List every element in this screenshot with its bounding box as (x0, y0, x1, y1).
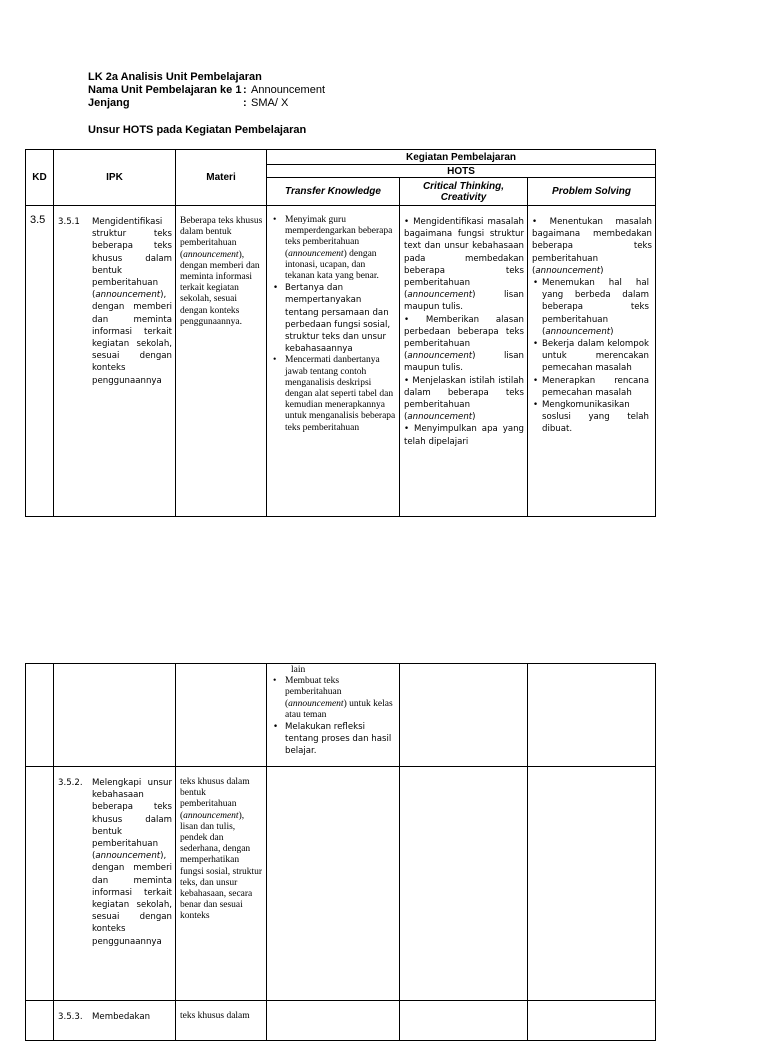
problem-cell (528, 1001, 656, 1041)
jenjang-colon: : (243, 97, 247, 109)
unit-colon: : (243, 84, 247, 96)
problem-cell (528, 206, 656, 517)
critical-cell (400, 664, 528, 767)
unit-label: Nama Unit Pembelajaran ke 1 (88, 84, 242, 96)
materi-cell (176, 664, 267, 767)
list-item: • Bekerja dalam kelompok untuk merencakan pemecahan masalah (532, 338, 649, 375)
ipk-cell (54, 1001, 176, 1041)
ipk-text: Mengidentifikasi struktur teks beberapa teks khusus dalam bentuk pemberitahuan (announcement), dengan memberi dan meminta informasi terkait kegiatan sekolah, sesuai dengan konteks penggunaannya (92, 217, 172, 386)
section-title: Unsur HOTS pada Kegiatan Pembelajaran (88, 124, 307, 136)
list-item: • Menyimak guru memperdengarkan beberapa teks pemberitahuan (announcement) dengan intonasi, ucapan, dan tekanan kata yang benar. (267, 215, 396, 282)
ipk-number: 3.5.2. (58, 778, 83, 788)
ipk-text: Melengkapi unsur kebahasaan beberapa teks khusus dalam bentuk pemberitahuan (announcement), dengan memberi dan meminta informasi terkait kegiatan sekolah, sesuai dengan konteks penggunaannya (92, 778, 172, 947)
list-item: • Menyimpulkan apa yang telah dipelajari (404, 424, 524, 447)
kd-cell (26, 767, 54, 1001)
ipk-cell (54, 664, 176, 767)
col-kegiatan: Kegiatan Pembelajaran (267, 150, 656, 165)
analysis-table (25, 149, 656, 517)
list-item: • Mencermati danbertanya jawab tentang contoh menganalisis deskripsi dengan alat seperti tabel dan kemudian menerapkannya untuk menganalisis beberapa teks pemberitahuan (267, 355, 396, 433)
col-kd: KD (26, 150, 54, 206)
transfer-cell (267, 206, 400, 517)
transfer-cell (267, 1001, 400, 1041)
list-item: • Mengkomunikasikan soslusi yang telah dibuat. (532, 399, 649, 436)
analysis-table-continued (25, 663, 656, 1041)
jenjang-value: SMA/ X (251, 97, 289, 109)
ipk-number: 3.5.1 (58, 217, 80, 227)
doc-title: LK 2a Analisis Unit Pembelajaran (88, 71, 262, 83)
materi-cell: teks khusus dalam bentuk pemberitahuan (announcement), lisan dan tulis, pendek dan sederhana, dengan memperhatikan fungsi sosial, struktur teks, dan unsur kebahasaan, secara benar dan sesuai konteks (176, 767, 267, 1001)
materi-cell: Beberapa teks khusus dalam bentuk pemberitahuan (announcement), dengan memberi dan meminta informasi terkait kegiatan sekolah, sesuai dengan konteks penggunaannya. (176, 206, 267, 517)
problem-cell (528, 767, 656, 1001)
ipk-text: Membedakan (92, 1012, 151, 1022)
col-transfer: Transfer Knowledge (267, 178, 400, 206)
col-problem: Problem Solving (528, 178, 656, 206)
col-critical: Critical Thinking, Creativity (400, 178, 528, 206)
ipk-number: 3.5.3. (58, 1012, 83, 1022)
kd-cell: 3.5 (26, 206, 54, 517)
transfer-cell (267, 767, 400, 1001)
critical-cell (400, 1001, 528, 1041)
ipk-cell (54, 767, 176, 1001)
unit-value: Announcement (251, 84, 325, 96)
critical-cell (400, 767, 528, 1001)
jenjang-label: Jenjang (88, 97, 130, 109)
list-item: • Menemukan hal hal yang berbeda dalam beberapa teks pemberitahuan (announcement) (532, 277, 649, 338)
col-materi: Materi (176, 150, 267, 206)
transfer-cell (267, 664, 400, 767)
list-item: • Mengidentifikasi masalah bagaimana fungsi struktur text dan unsur kebahasaan pada membedakan beberapa teks pemberitahuan (announcement) lisan maupun tulis. (404, 217, 524, 313)
continued-text: lain (291, 665, 306, 675)
problem-cell (528, 664, 656, 767)
list-item: • Membuat teks pemberitahuan (announcement) untuk kelas atau teman (267, 676, 396, 721)
ipk-cell (54, 206, 176, 517)
materi-cell: teks khusus dalam (176, 1001, 267, 1041)
col-hots: HOTS (267, 165, 656, 178)
list-item: • Memberikan alasan perbedaan beberapa teks pemberitahuan (announcement) lisan maupun tulis. (404, 314, 524, 374)
list-item: • Menerapkan rencana pemecahan masalah (532, 375, 649, 399)
col-ipk: IPK (54, 150, 176, 206)
critical-cell (400, 206, 528, 517)
list-item: • Melakukan refleksi tentang proses dan hasil belajar. (267, 721, 396, 758)
list-item: • Menentukan masalah bagaimana membedakan beberapa teks pemberitahuan (announcement) (532, 217, 652, 276)
list-item: • Menjelaskan istilah istilah dalam beberapa teks pemberitahuan (announcement) (404, 375, 524, 423)
kd-cell (26, 664, 54, 767)
kd-cell (26, 1001, 54, 1041)
list-item: • Bertanya dan mempertanyakan tentang persamaan dan perbedaan fungsi sosial, struktur teks dan unsur kebahasaannya (267, 282, 396, 355)
